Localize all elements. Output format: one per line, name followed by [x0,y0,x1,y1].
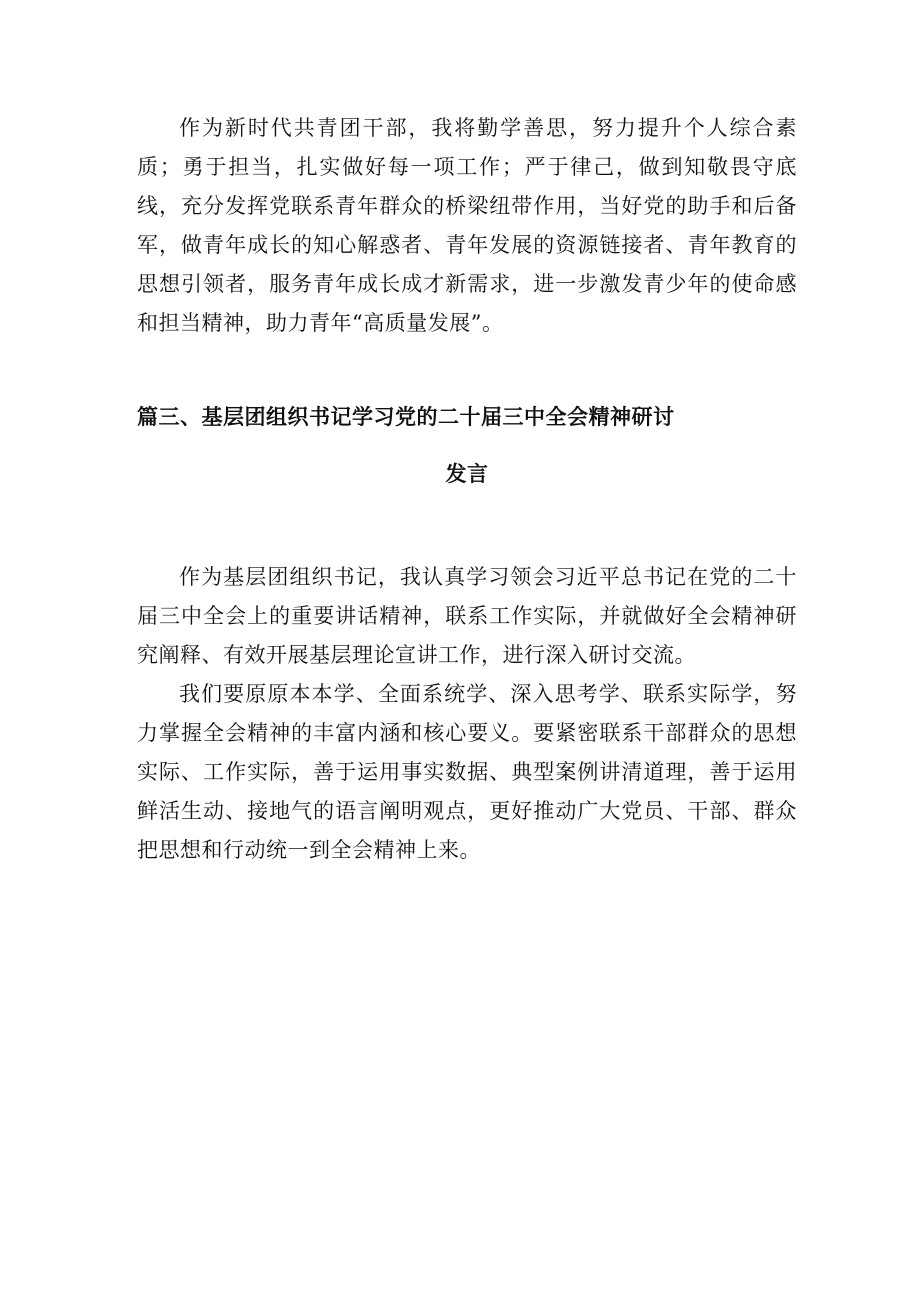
paragraph-youth-cadre: 作为新时代共青团干部，我将勤学善思，努力提升个人综合素质；勇于担当，扎实做好每一项工作；严于律己，做到知敬畏守底线，充分发挥党联系青年群众的桥梁纽带作用，当好党的助手和后备军，做青年成长的知心解惑者、青年发展的资源链接者、青年教育的思想引领者，服务青年成长成才新需求，进一步激发青少年的使命感和担当精神，助力青年“高质量发展”。 [137,116,797,335]
section-heading-continued: 发言 [445,462,489,486]
paragraph-study-methods: 我们要原原本本学、全面系统学、深入思考学、联系实际学，努力掌握全会精神的丰富内涵和核心要义。要紧密联系干部群众的思想实际、工作实际，善于运用事实数据、典型案例讲清道理，善于运用鲜活生动、接地气的语言阐明观点，更好推动广大党员、干部、群众把思想和行动统一到全会精神上来。 [137,682,797,862]
paragraph-study-intro: 作为基层团组织书记，我认真学习领会习近平总书记在党的二十届三中全会上的重要讲话精神，联系工作实际，并就做好全会精神研究阐释、有效开展基层理论宣讲工作，进行深入研讨交流。 [137,565,797,667]
section-heading: 篇三、基层团组织书记学习党的二十届三中全会精神研讨 [137,405,675,429]
document-body [137,109,797,870]
